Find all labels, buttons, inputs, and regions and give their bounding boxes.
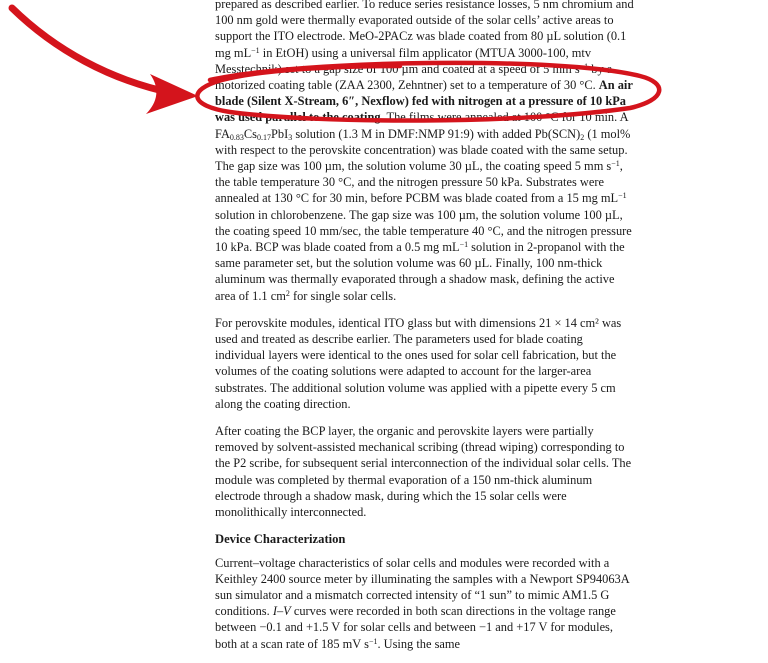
text-run: for single solar cells. bbox=[289, 288, 397, 303]
text-run: Current–voltage characteristics of solar cells and modules were recorded with a Keithley 2400 source meter by illuminating the samples with a Newport SP94063A sun simulator and a mismatch corrected intensity of “1 sun” to mimic AM1.5 G conditions. bbox=[215, 555, 629, 619]
superscript: −1 bbox=[368, 636, 378, 646]
superscript: 2 bbox=[285, 288, 290, 298]
subscript: 2 bbox=[580, 132, 585, 142]
italic-text: I–V bbox=[272, 604, 291, 619]
paragraph-scribing: After coating the BCP layer, the organic and perovskite layers were partially removed by solvent-assisted mechanical scribing (thread wiping) corresponding to the P2 scribe, for subsequent serial interconnection of the individual solar cells. The module was completed by thermal evaporation of a 150 nm-thick aluminum electrode through a shadow mask, during which the 15 solar cells were monolithically interconnected. bbox=[215, 424, 632, 520]
superscript: −1 bbox=[251, 45, 260, 55]
text-run: , the table temperature 30 °C, and the nitrogen pressure 50 kPa. Substrates were annealed at 130 °C for 30 min, before PCBM was blade coated from a 15 mg mL bbox=[215, 159, 623, 206]
text-run: (1 mol% with respect to the perovskite concentration) was blade coated with the same setup. The gap size was 100 µm, the solution volume 30 µL, the coating speed 5 mm s bbox=[215, 126, 631, 174]
highlighted-sentence: An air blade (Silent X-Stream, 6″, Nexflow) fed with nitrogen at a pressure of 10 kPa was used parallel to the coating. bbox=[215, 78, 633, 125]
text-run: Cs bbox=[243, 126, 258, 141]
superscript: −1 bbox=[618, 191, 627, 201]
subscript: 0.17 bbox=[257, 132, 272, 142]
text-run: prepared as described earlier. To reduce series resistance losses, 5 nm chromium and 100 nm gold were thermally evaporated outside of the solar cells’ active areas to support the ITO electrode. MeO-2PACz was blade coated from 80 µL solution (0.1 mg mL bbox=[215, 0, 634, 60]
annotation-arrowhead bbox=[146, 74, 198, 114]
annotation-arrow bbox=[12, 8, 172, 93]
text-run: PbI bbox=[271, 126, 289, 141]
text-run: solution in 2-propanol with the same parameter set, but the solution volume was 60 µL. Finally, 100 nm-thick aluminum was thermally evaporated through a shadow mask, defining the active area of 1.1 cm bbox=[215, 240, 625, 303]
text-run: curves were recorded in both scan directions in the voltage range between −0.1 and +1.5 V for solar cells and between −1 and +17 V for modules, both at a scan rate of 185 mV s bbox=[215, 604, 616, 651]
text-run: solution (1.3 M in DMF:NMP 91:9) with added Pb(SCN) bbox=[292, 126, 581, 141]
superscript: −1 bbox=[611, 159, 620, 169]
text-run: . Using the same bbox=[377, 636, 461, 651]
text-run: in EtOH) using a universal film applicator (MTUA 3000-100, mtv Messtechnik) set to a gap size of 100 µm and coated at a speed of 5 mm s bbox=[215, 45, 592, 76]
text-run: by a motorized coating table (ZAA 2300, Zehntner) set to a temperature of 30 °C. bbox=[215, 61, 613, 93]
paragraph-characterization bbox=[215, 555, 635, 652]
superscript: −1 bbox=[579, 61, 589, 71]
subscript: 3 bbox=[288, 132, 293, 142]
paragraph-fabrication bbox=[215, 0, 635, 304]
section-heading: Device Characterization bbox=[215, 532, 346, 547]
text-column bbox=[215, 0, 635, 663]
text-run: The films were annealed at 100 °C for 10 min. A FA bbox=[215, 110, 628, 141]
paragraph-modules: For perovskite modules, identical ITO glass but with dimensions 21 × 14 cm² was used and treated as describe earlier. The parameters used for blade coating individual layers were identical to the ones used for solar cell fabrication, but the volumes of the coating solutions were adapted to account for the larger-area substrates. The additional solution volume was applied with a pipette every 5 cm along the coating direction. bbox=[215, 315, 622, 411]
superscript: −1 bbox=[459, 240, 469, 250]
text-run: solution in chlorobenzene. The gap size was 100 µm, the solution volume 100 µL, the coating speed 10 mm/sec, the table temperature 40 °C, and the nitrogen pressure 10 kPa. BCP was blade coated from a 0.5 mg mL bbox=[215, 207, 632, 255]
subscript: 0.83 bbox=[229, 132, 244, 142]
